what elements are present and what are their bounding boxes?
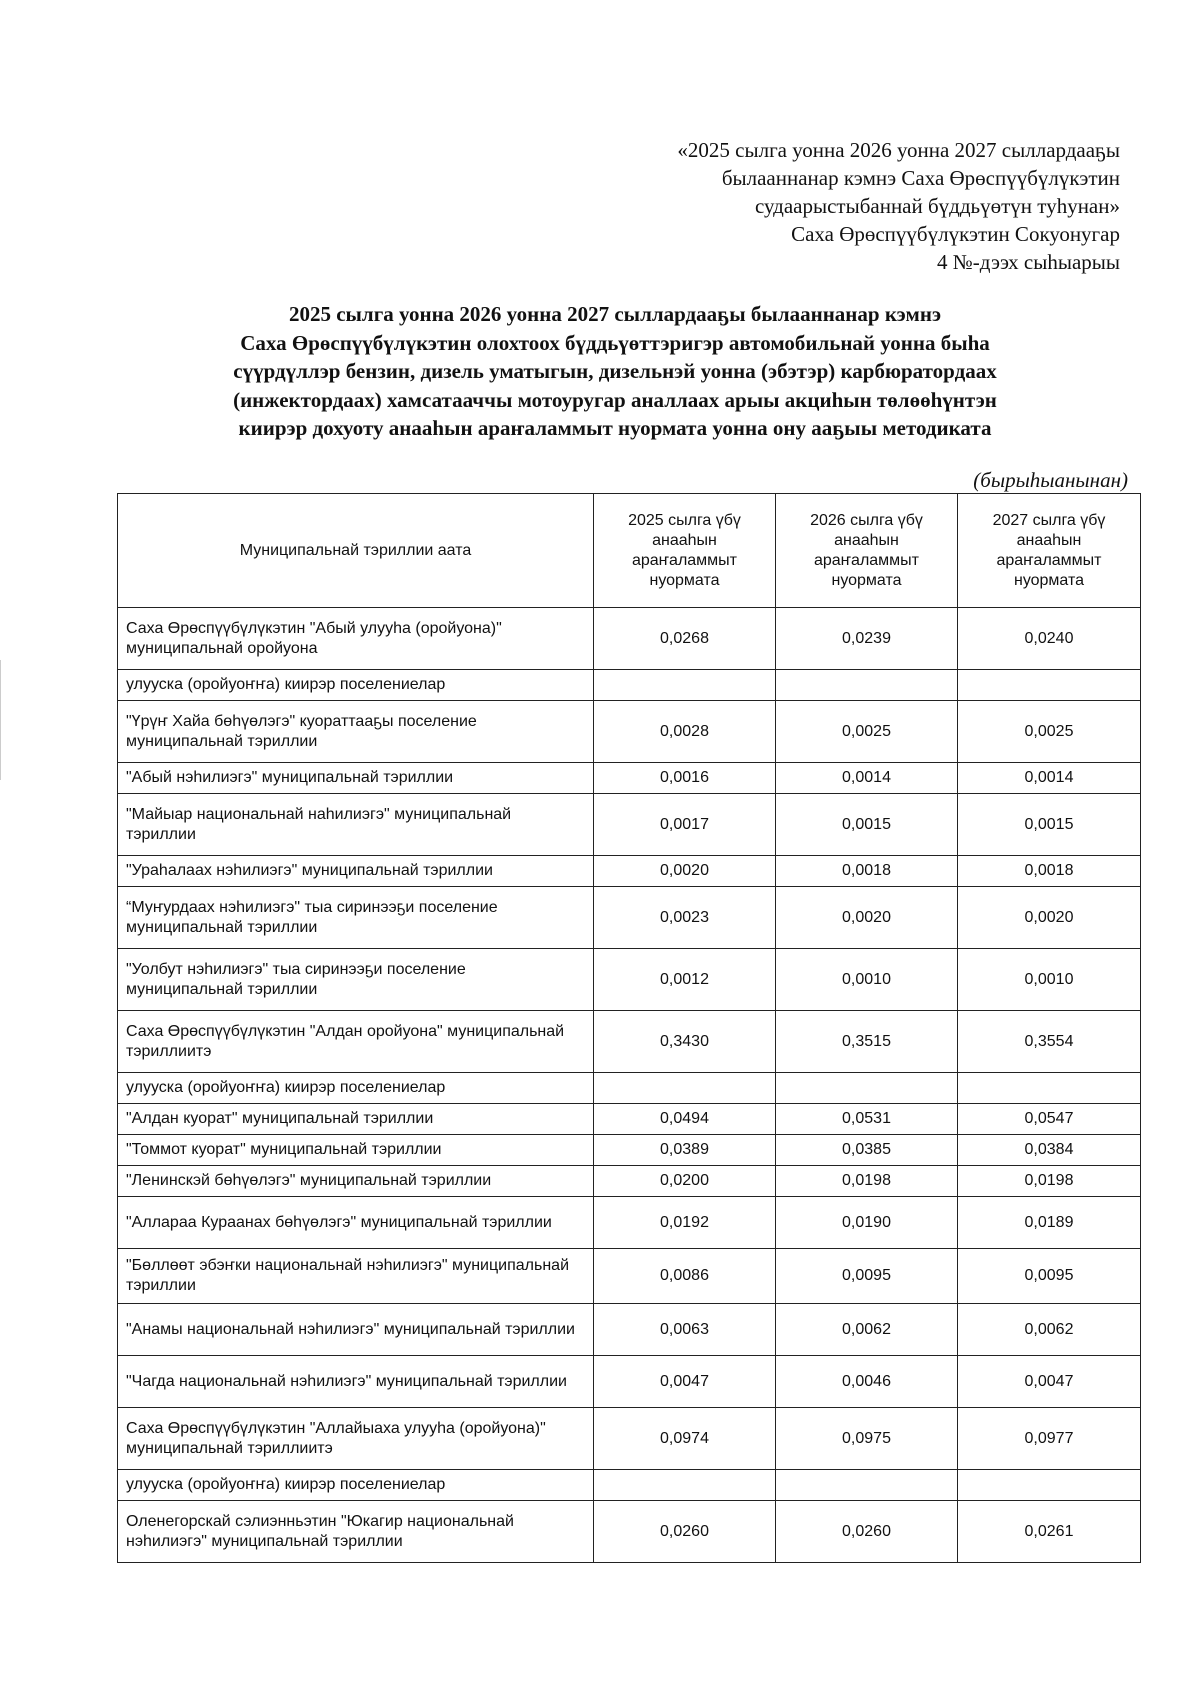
table-row (118, 1073, 1141, 1104)
table-row (118, 887, 1141, 949)
municipality-name: Саха Өрөспүүбүлүкэтин "Аллайыаха улууһа (оройуона)" муниципальнай тэриллиитэ (118, 1408, 594, 1470)
rate-2025: 0,0494 (594, 1104, 776, 1135)
rate-2027: 0,0018 (958, 856, 1141, 887)
rate-2026: 0,0095 (776, 1249, 958, 1304)
rate-2025: 0,0012 (594, 949, 776, 1011)
municipality-name: "Ураһалаах нэһилиэгэ" муниципальнай тэриллии (118, 856, 594, 887)
rate-2026: 0,0025 (776, 701, 958, 763)
rate-2027: 0,0384 (958, 1135, 1141, 1166)
rate-2026: 0,0385 (776, 1135, 958, 1166)
rate-2027 (958, 1073, 1141, 1104)
municipality-name: Саха Өрөспүүбүлүкэтин "Абый улууһа (оройуона)" муниципальнай оройуона (118, 608, 594, 670)
rate-2026: 0,3515 (776, 1011, 958, 1073)
rate-2027: 0,0062 (958, 1304, 1141, 1356)
rate-2027: 0,0047 (958, 1356, 1141, 1408)
municipality-name: "Ленинскэй бөһүөлэгэ" муниципальнай тэриллии (118, 1166, 594, 1197)
rate-2027: 0,0010 (958, 949, 1141, 1011)
municipality-name: Оленегорскай сэлиэнньэтин "Юкагир национальнай нэһилиэгэ" муниципальнай тэриллии (118, 1501, 594, 1563)
title-line: киирэр дохуоту анааһын араҥаламмыт нуормата уонна ону ааҕыы методиката (238, 416, 992, 440)
rate-2027: 0,0240 (958, 608, 1141, 670)
title-line: (инжектордаах) хамсатааччы мотоуругар аналлаах арыы акциһын төлөөһүнтэн (233, 387, 997, 412)
appendix-reference (500, 136, 1120, 276)
appendix-line: былааннанар кэмнэ Саха Өрөспүүбүлүкэтин (721, 166, 1120, 190)
rate-2027: 0,0014 (958, 763, 1141, 794)
table-row (118, 1501, 1141, 1563)
unit-note: (бырыһыанынан) (973, 468, 1128, 492)
municipality-name: "Абый нэһилиэгэ" муниципальнай тэриллии (118, 763, 594, 794)
table-row (118, 1304, 1141, 1356)
municipality-name: улууска (оройуоҥҥа) киирэр поселениелар (118, 670, 594, 701)
rate-2027 (958, 1470, 1141, 1501)
rate-2027: 0,0547 (958, 1104, 1141, 1135)
title-line: Саха Өрөспүүбүлүкэтин олохтоох бүддьүөттэригэр автомобильнай уонна быһа (240, 330, 990, 355)
rate-2025: 0,0192 (594, 1197, 776, 1249)
rate-2025: 0,0017 (594, 794, 776, 856)
rate-2025: 0,0268 (594, 608, 776, 670)
table-header-row (118, 494, 1141, 608)
rate-2026: 0,0020 (776, 887, 958, 949)
municipality-name: Саха Өрөспүүбүлүкэтин "Алдан оройуона" муниципальнай тэриллиитэ (118, 1011, 594, 1073)
rate-2025: 0,0974 (594, 1408, 776, 1470)
rate-2025: 0,0260 (594, 1501, 776, 1563)
title-line: сүүрдүллэр бензин, дизель уматыгын, дизельнэй уонна (эбэтэр) карбюратордаах (233, 359, 997, 383)
rate-2025: 0,0200 (594, 1166, 776, 1197)
table-row (118, 670, 1141, 701)
appendix-line: «2025 сылга уонна 2026 уонна 2027 сыллардааҕы (677, 138, 1120, 162)
municipality-name: "Үрүҥ Хайа бөһүөлэгэ" куораттааҕы поселение муниципальнай тэриллии (118, 701, 594, 763)
rate-2027: 0,0095 (958, 1249, 1141, 1304)
title-line: 2025 сылга уонна 2026 уонна 2027 сыллардааҕы былааннанар кэмнэ (288, 302, 942, 326)
table-row (118, 1166, 1141, 1197)
rate-2027 (958, 670, 1141, 701)
municipality-name: "Майыар национальнай наһилиэгэ" муниципальнай тэриллии (118, 794, 594, 856)
rate-2027: 0,0261 (958, 1501, 1141, 1563)
table-row (118, 1356, 1141, 1408)
rate-2026: 0,0260 (776, 1501, 958, 1563)
rate-2026 (776, 670, 958, 701)
municipality-name: "Алдан куорат" муниципальнай тэриллии (118, 1104, 594, 1135)
appendix-line: Саха Өрөспүүбүлүкэтин Сокуонугар (791, 222, 1120, 246)
rate-2026 (776, 1073, 958, 1104)
rate-2025 (594, 670, 776, 701)
municipality-name: улууска (оройуоҥҥа) киирэр поселениелар (118, 1470, 594, 1501)
rate-2026: 0,0531 (776, 1104, 958, 1135)
municipality-name: “Муҥурдаах нэһилиэгэ" тыа сиринээҕи поселение муниципальнай тэриллии (118, 887, 594, 949)
rate-2027: 0,0025 (958, 701, 1141, 763)
rate-2026: 0,0010 (776, 949, 958, 1011)
rate-2026: 0,0062 (776, 1304, 958, 1356)
municipality-name: улууска (оройуоҥҥа) киирэр поселениелар (118, 1073, 594, 1104)
header-2027: 2027 сылга үбү анааһын араҥаламмыт нуормата (958, 494, 1141, 608)
table-row (118, 1135, 1141, 1166)
rate-2026: 0,0975 (776, 1408, 958, 1470)
rate-2025: 0,0086 (594, 1249, 776, 1304)
table-row (118, 949, 1141, 1011)
appendix-line: судаарыстыбаннай бүддьүөтүн туһунан» (754, 194, 1120, 218)
rate-2026 (776, 1470, 958, 1501)
table-row (118, 1408, 1141, 1470)
table-row (118, 763, 1141, 794)
municipality-name: "Уолбут нэһилиэгэ" тыа сиринээҕи поселение муниципальнай тэриллии (118, 949, 594, 1011)
municipality-name: "Бөллөөт эбэҥки национальнай нэһилиэгэ" муниципальнай тэриллии (118, 1249, 594, 1304)
rate-2026: 0,0198 (776, 1166, 958, 1197)
rate-2026: 0,0239 (776, 608, 958, 670)
table-row (118, 701, 1141, 763)
table-row (118, 608, 1141, 670)
rate-2026: 0,0018 (776, 856, 958, 887)
document-title (150, 300, 1080, 443)
table-row (118, 1197, 1141, 1249)
table-row (118, 856, 1141, 887)
rate-2027: 0,0020 (958, 887, 1141, 949)
rate-2025: 0,3430 (594, 1011, 776, 1073)
table-row (118, 1470, 1141, 1501)
rate-2026: 0,0014 (776, 763, 958, 794)
rate-2025: 0,0028 (594, 701, 776, 763)
rate-2026: 0,0046 (776, 1356, 958, 1408)
municipality-name: "Чагда национальнай нэһилиэгэ" муниципальнай тэриллии (118, 1356, 594, 1408)
rate-2027: 0,0189 (958, 1197, 1141, 1249)
appendix-line: 4 №-дээх сыһыарыы (936, 250, 1120, 274)
scan-edge-line (0, 660, 1, 780)
rate-2025: 0,0023 (594, 887, 776, 949)
rate-2025: 0,0020 (594, 856, 776, 887)
rate-2027: 0,3554 (958, 1011, 1141, 1073)
rate-2025 (594, 1073, 776, 1104)
table-row (118, 794, 1141, 856)
header-2025: 2025 сылга үбү анааһын араҥаламмыт нуормата (594, 494, 776, 608)
rate-2027: 0,0198 (958, 1166, 1141, 1197)
table-row (118, 1011, 1141, 1073)
rate-2027: 0,0977 (958, 1408, 1141, 1470)
rate-2026: 0,0190 (776, 1197, 958, 1249)
table-row (118, 1249, 1141, 1304)
table-row (118, 1104, 1141, 1135)
rate-2025: 0,0047 (594, 1356, 776, 1408)
rate-2025: 0,0389 (594, 1135, 776, 1166)
municipality-name: "Аллараа Кураанах бөһүөлэгэ" муниципальнай тэриллии (118, 1197, 594, 1249)
municipality-name: "Томмот куорат" муниципальнай тэриллии (118, 1135, 594, 1166)
rate-2026: 0,0015 (776, 794, 958, 856)
rate-2027: 0,0015 (958, 794, 1141, 856)
rate-2025: 0,0016 (594, 763, 776, 794)
rates-table (117, 493, 1141, 1563)
rate-2025: 0,0063 (594, 1304, 776, 1356)
rate-2025 (594, 1470, 776, 1501)
header-municipality: Муниципальнай тэриллии аата (118, 494, 594, 608)
header-2026: 2026 сылга үбү анааһын араҥаламмыт нуормата (776, 494, 958, 608)
municipality-name: "Анамы национальнай нэһилиэгэ" муниципальнай тэриллии (118, 1304, 594, 1356)
